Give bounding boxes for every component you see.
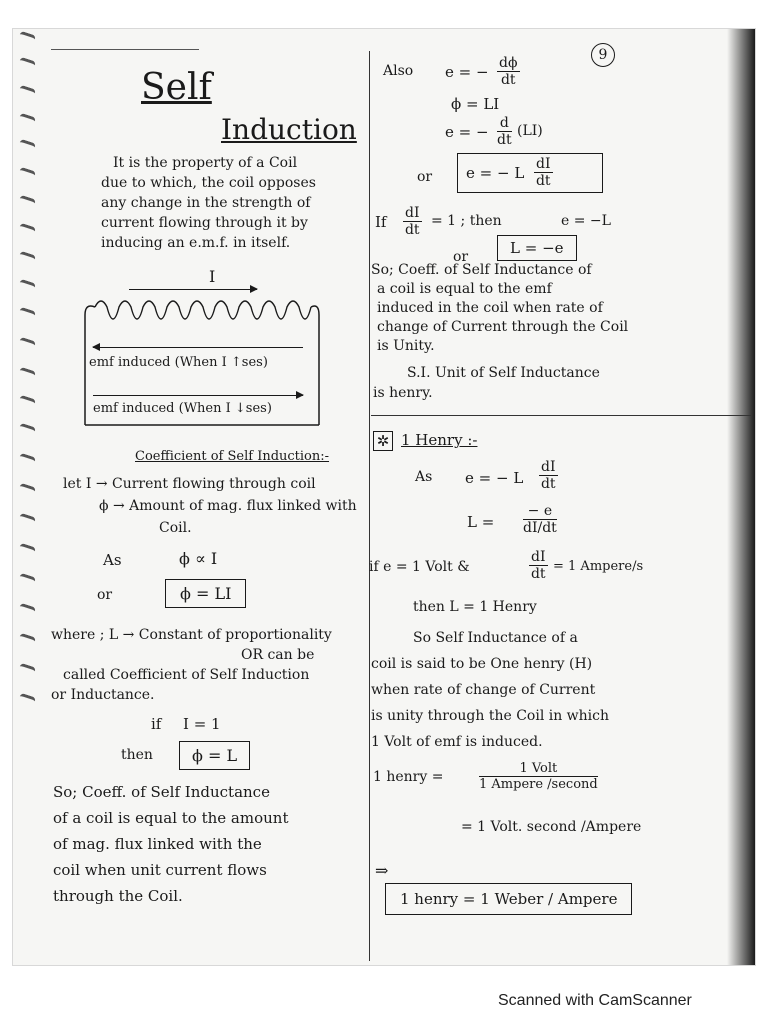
henry-if-rhs: = 1 Ampere/s: [553, 559, 644, 574]
henry-if-fraction: $\frac{dI}{dt}$: [530, 549, 546, 582]
eq1-fraction: $\frac{d\phi}{dt}$: [499, 55, 518, 88]
eq1-lhs: e = −: [445, 63, 489, 81]
as-label: As: [103, 551, 122, 569]
henry-eq2: = 1 Volt. second /Ampere: [461, 819, 642, 835]
emf-decrease-label: emf induced (When I ↓ses): [93, 401, 272, 416]
boxed-e-fraction: $\frac{dI}{dt}$: [535, 156, 551, 189]
or-label-right: or: [417, 169, 433, 185]
si-unit: S.I. Unit of Self Inductance is henry.: [373, 365, 600, 401]
emf-arrow-left: [93, 347, 303, 348]
then-label: then: [121, 747, 153, 763]
eq3-fraction: $\frac{d}{dt}$: [497, 115, 512, 148]
also-label: Also: [383, 63, 414, 79]
henry-definition: So Self Inductance of a coil is said to be One henry (H) when rate of change of Current is unity through the Coil in which 1 Volt of emf is induced.: [371, 630, 610, 750]
henry-then-line: then L = 1 Henry: [413, 599, 537, 615]
conclusion-paragraph: So; Coeff. of Self Inductance of a coil is equal to the amount of mag. flux linked with the coil when unit current flows through the Coil.: [53, 783, 289, 905]
title-self: Self: [141, 67, 212, 108]
henry-if-line: if e = 1 Volt &: [369, 559, 470, 575]
proportionality: ϕ ∝ I: [179, 549, 218, 568]
henry-eq2-lhs: L =: [467, 513, 495, 531]
scanner-watermark: Scanned with CamScanner: [498, 992, 692, 1009]
intro-paragraph: It is the property of a Coil due to which, the coil opposes any change in the strength of current flowing through it by inducing an e.m.f. in itself.: [101, 155, 316, 251]
eq3-lhs: e = −: [445, 123, 489, 141]
henry-heading: 1 Henry :-: [401, 431, 478, 449]
if-label-right: If: [375, 213, 387, 231]
henry-as-label: As: [415, 469, 433, 485]
notebook-page: [12, 28, 756, 966]
henry-fraction: 1 Volt 1 Ampere /second: [479, 761, 598, 792]
top-margin-line: [51, 49, 199, 50]
emf-arrow-right: [93, 395, 303, 396]
implies-symbol: ⇒: [375, 861, 389, 880]
diagram-current-label: I: [209, 267, 216, 286]
coeff-heading: Coefficient of Self Induction:-: [135, 449, 330, 464]
eq2: ϕ = LI: [451, 95, 500, 113]
eq3-rhs: (LI): [517, 123, 543, 139]
page-shadow: [727, 29, 755, 965]
current-arrow: [129, 289, 257, 290]
section-rule: [371, 415, 751, 416]
statement-paragraph: So; Coeff. of Self Inductance of a coil is equal to the emf induced in the coil when rate of change of Current through the Coil is Unity.: [371, 262, 629, 354]
asterisk-icon: ✲: [373, 431, 393, 451]
boxed-phi-LI: ϕ = LI: [165, 579, 246, 608]
boxed-L: L = −e: [497, 235, 577, 261]
title-induction: Induction: [221, 113, 357, 146]
henry-lhs: 1 henry =: [373, 769, 444, 785]
if-label: if: [151, 715, 162, 733]
if-I-equals-1: I = 1: [183, 715, 221, 733]
emf-increase-label: emf induced (When I ↑ses): [89, 355, 268, 370]
boxed-phi-L: ϕ = L: [179, 741, 250, 770]
let-definitions: let I → Current flowing through coil ϕ → Amount of mag. flux linked with Coil.: [63, 476, 357, 536]
then-e: e = −L: [561, 213, 611, 229]
or-label-left: or: [97, 587, 113, 603]
column-divider: [369, 51, 370, 961]
boxed-e-lhs: e = − L: [466, 164, 525, 182]
spiral-binding: [13, 29, 39, 965]
or2-label: or: [453, 249, 469, 265]
final-boxed-henry: 1 henry = 1 Weber / Ampere: [385, 883, 632, 915]
if-fraction: $\frac{dI}{dt}$: [404, 205, 420, 238]
if-rhs: = 1 ; then: [431, 213, 502, 229]
boxed-e-equation: [457, 153, 603, 193]
henry-eq1-lhs: e = − L: [465, 469, 524, 487]
where-paragraph: where ; L → Constant of proportionality OR can be called Coefficient of Self Induction or Inductance.: [51, 627, 332, 703]
henry-eq1-fraction: $\frac{dI}{dt}$: [540, 459, 556, 492]
henry-eq2-fraction: $\frac{- e}{dI/dt}$: [523, 503, 557, 536]
page-number: 9: [591, 43, 615, 67]
